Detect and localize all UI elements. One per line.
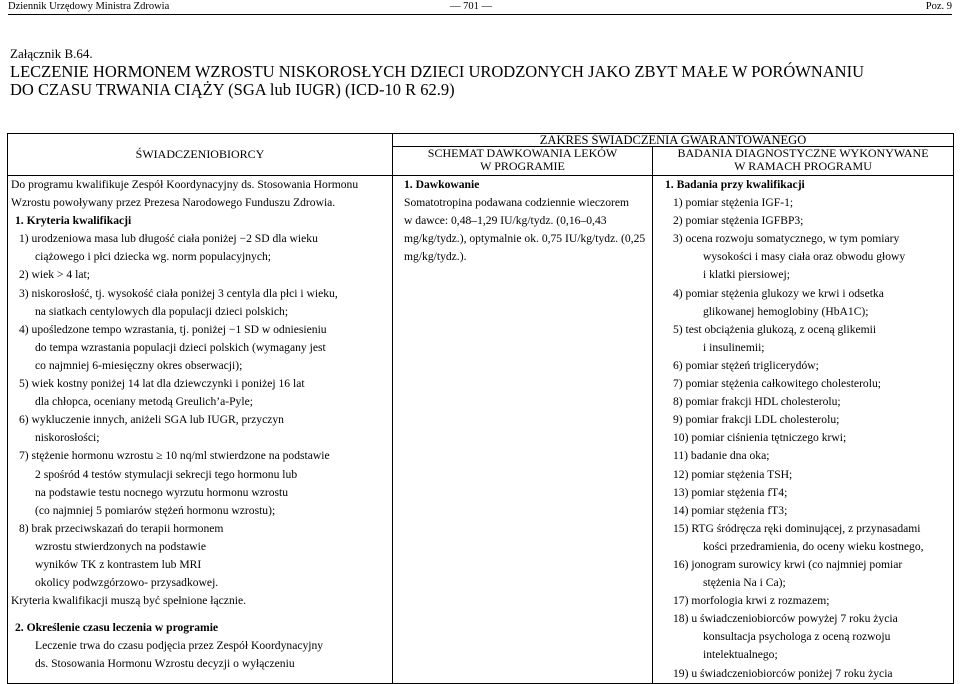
criterion-5b: dla chłopca, oceniany metodą Greulich’a-Pyle; (35, 395, 253, 409)
diagnostics-item: kości przedramienia, do oceny wieku kostnego, (703, 539, 924, 553)
criterion-7c: na podstawie testu nocnego wyrzutu hormonu wzrostu (35, 485, 289, 499)
diagnostics-item: 7) pomiar stężenia całkowitego cholesterolu; (673, 377, 881, 391)
diagnostics-item: 12) pomiar stężenia TSH; (673, 467, 793, 481)
program-table (7, 133, 954, 684)
col2-header (393, 147, 653, 176)
criterion-4b: do tempa wzrastania populacji dzieci polskich (wymagany jest (35, 340, 326, 354)
criterion-2: 2) wiek > 4 lat; (19, 268, 90, 282)
diagnostics-item: intelektualnego; (703, 648, 778, 662)
diagnostics-item: 6) pomiar stężeń triglicerydów; (673, 358, 819, 372)
criterion-8b: wzrostu stwierdzonych na podstawie (35, 539, 206, 553)
criterion-4a: 4) upośledzone tempo wzrastania, tj. poniżej −1 SD w odniesieniu (19, 322, 327, 336)
col2-body (393, 176, 653, 684)
intro-line1: Do programu kwalifikuje Zespół Koordynacyjny ds. Stosowania Hormonu (11, 178, 359, 191)
criteria-note: Kryteria kwalifikacji muszą być spełnione łącznie. (11, 594, 246, 608)
intro-line2: Wzrostu powoływany przez Prezesa Narodowego Funduszu Zdrowia. (11, 196, 336, 210)
diagnostics-item: wysokości i masy ciała oraz obwodu głowy (703, 250, 906, 264)
diagnostics-item: 13) pomiar stężenia fT4; (673, 485, 788, 499)
diagnostics-item: stężenia Na i Ca); (703, 576, 786, 590)
document-title (10, 63, 955, 99)
diagnostics-item: 14) pomiar stężenia fT3; (673, 503, 788, 517)
diagnostics-item: 17) morfologia krwi z rozmazem; (673, 594, 830, 608)
diagnostics-item: 19) u świadczeniobiorców poniżej 7 roku życia (673, 666, 893, 680)
diagnostics-item: 10) pomiar ciśnienia tętniczego krwi; (673, 431, 847, 445)
section1-heading: 1. Kryteria kwalifikacji (15, 214, 132, 228)
title-line-1: LECZENIE HORMONEM WZROSTU NISKOROSŁYCH DZIECI URODZONYCH JAKO ZBYT MAŁE W PORÓWNANIU (10, 62, 865, 81)
journal-name: Dziennik Urzędowy Ministra Zdrowia (8, 1, 170, 12)
diagnostics-item: 3) ocena rozwoju somatycznego, w tym pomiary (673, 232, 900, 246)
diagnostics-list (665, 194, 950, 683)
criterion-7b: 2 spośród 4 testów stymulacji sekrecji tego hormonu lub (35, 467, 298, 481)
section2-line1: Leczenie trwa do czasu podjęcia przez Zespół Koordynacyjny (35, 639, 324, 653)
criterion-8a: 8) brak przeciwskazań do terapii hormonem (19, 521, 224, 535)
zakres-header (393, 134, 954, 147)
criterion-1a: 1) urodzeniowa masa lub długość ciała poniżej −2 SD dla wieku (19, 232, 318, 246)
annex-label: Załącznik B.64. (10, 46, 93, 61)
col1-header-text: ŚWIADCZENIOBIORCY (135, 147, 265, 161)
diagnostics-item: glikowanej hemoglobiny (HbA1C); (703, 304, 869, 318)
criterion-8d: okolicy podwzgórzowo- przysadkowej. (35, 576, 219, 590)
criterion-7a: 7) stężenie hormonu wzrostu ≥ 10 nq/ml stwierdzone na podstawie (19, 449, 330, 463)
diagnostics-item: 9) pomiar frakcji LDL cholesterolu; (673, 413, 840, 427)
col3-header-line1: BADANIA DIAGNOSTYCZNE WYKONYWANE (677, 146, 929, 160)
page-number: — 701 — (450, 1, 492, 12)
col1-body (8, 176, 393, 684)
col2-header-line1: SCHEMAT DAWKOWANIA LEKÓW (427, 146, 618, 160)
diagnostics-item: 11) badanie dna oka; (673, 449, 770, 463)
section2-line2: ds. Stosowania Hormonu Wzrostu decyzji o wyłączeniu (35, 657, 295, 671)
dosing-line1: Somatotropina podawana codziennie wieczorem (404, 196, 630, 210)
diagnostics-item: 1) pomiar stężenia IGF-1; (673, 196, 794, 210)
title-line-2: DO CZASU TRWANIA CIĄŻY (SGA lub IUGR) (ICD-10 R 62.9) (10, 80, 455, 99)
dosing-heading: 1. Dawkowanie (404, 178, 480, 191)
dosing-line3: mg/kg/tydz.), optymalnie ok. 0,75 IU/kg/tydz. (0,25 (404, 232, 646, 246)
col1-header (8, 134, 393, 176)
diagnostics-item: i insulinemii; (703, 340, 765, 354)
criterion-1b: ciążowego i płci dziecka wg. norm populacyjnych; (35, 250, 271, 264)
section2-heading: 2. Określenie czasu leczenia w programie (15, 621, 219, 635)
diagnostics-item: 18) u świadczeniobiorców powyżej 7 roku życia (673, 612, 898, 626)
criterion-6a: 6) wykluczenie innych, aniżeli SGA lub IUGR, przyczyn (19, 413, 284, 427)
col2-header-line2: W PROGRAMIE (480, 159, 565, 173)
dosing-line4: mg/kg/tydz.). (404, 250, 467, 264)
criterion-8c: wyników TK z kontrastem lub MRI (35, 557, 202, 571)
criterion-6b: niskorosłości; (35, 431, 100, 445)
col3-body (653, 176, 954, 684)
diagnostics-item: 5) test obciążenia glukozą, z oceną glikemii (673, 322, 877, 336)
dosing-line2: w dawce: 0,48–1,29 IU/kg/tydz. (0,16–0,43 (404, 214, 607, 228)
zakres-header-text: ZAKRES ŚWIADCZENIA GWARANTOWANEGO (539, 133, 807, 147)
criterion-3b: na siatkach centylowych dla populacji dzieci polskich; (35, 304, 289, 318)
diagnostics-item: konsultacja psychologa z oceną rozwoju (703, 630, 891, 644)
position-number: Poz. 9 (925, 1, 952, 12)
diagnostics-item: i klatki piersiowej; (703, 268, 790, 282)
diagnostics-item: 16) jonogram surowicy krwi (co najmniej pomiar (673, 557, 903, 571)
page-header (8, 0, 952, 15)
criterion-5a: 5) wiek kostny poniżej 14 lat dla dziewczynki i poniżej 16 lat (19, 377, 305, 391)
criterion-7d: (co najmniej 5 pomiarów stężeń hormonu wzrostu); (35, 503, 276, 517)
diagnostics-item: 2) pomiar stężenia IGFBP3; (673, 214, 804, 228)
diagnostics-heading: 1. Badania przy kwalifikacji (665, 178, 805, 191)
criterion-3a: 3) niskorosłość, tj. wysokość ciała poniżej 3 centyla dla płci i wieku, (19, 286, 338, 300)
criterion-4c: co najmniej 6-miesięczny okres obserwacji); (35, 358, 243, 372)
diagnostics-item: 15) RTG śródręcza ręki dominującej, z przynasadami (673, 521, 921, 535)
diagnostics-item: 4) pomiar stężenia glukozy we krwi i odsetka (673, 286, 884, 300)
diagnostics-item: 8) pomiar frakcji HDL cholesterolu; (673, 395, 841, 409)
col3-header (653, 147, 954, 176)
col3-header-line2: W RAMACH PROGRAMU (734, 159, 872, 173)
